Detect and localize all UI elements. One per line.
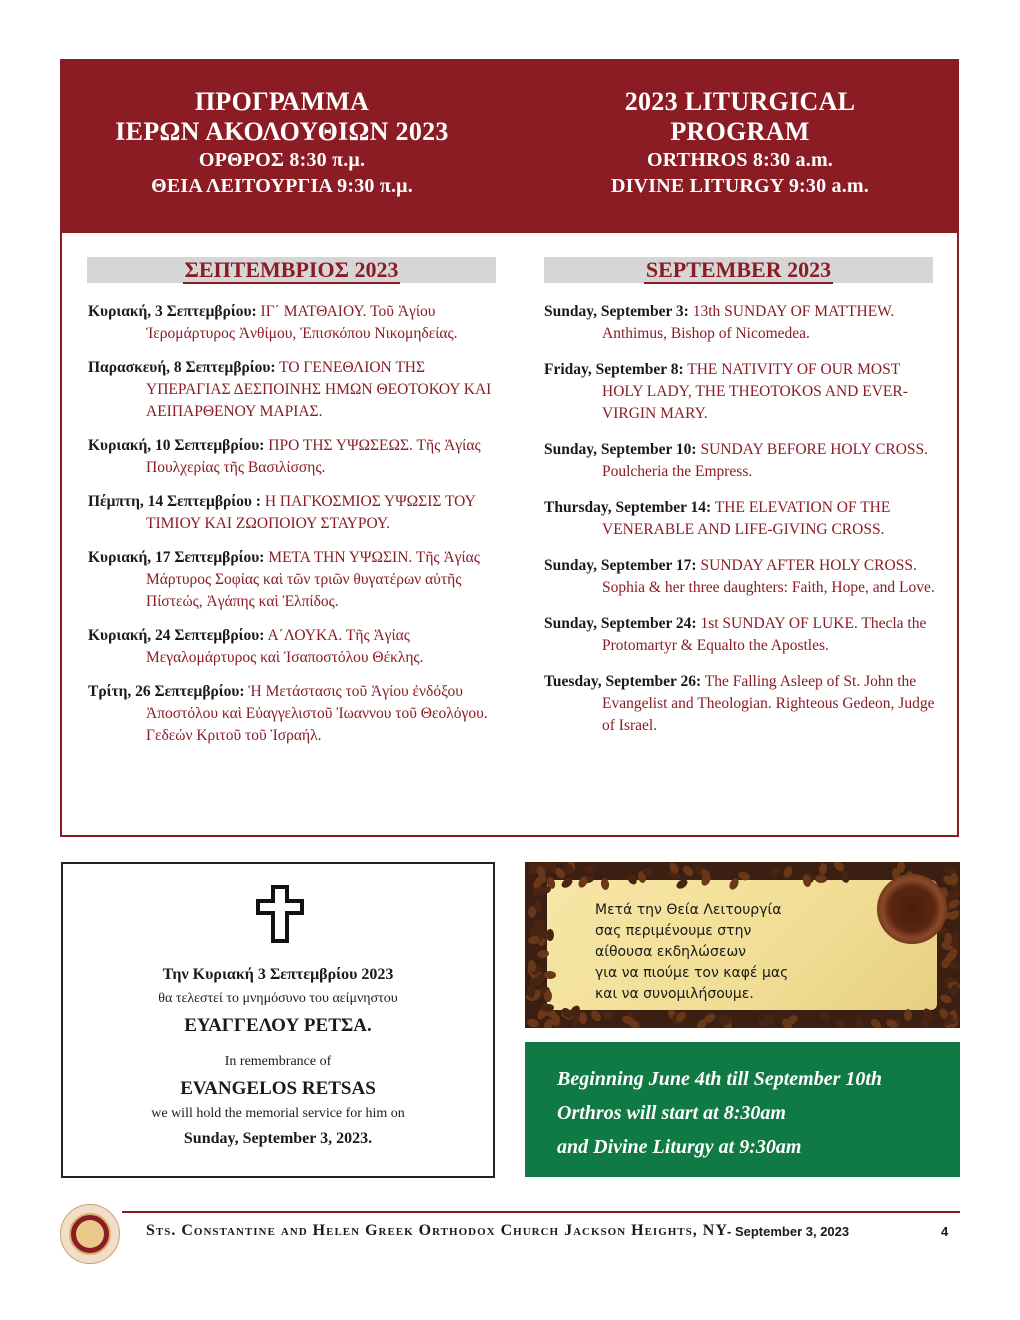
coffee-bean-icon <box>869 1017 883 1028</box>
footer-church-name: Sts. Constantine and Helen Greek Orthodox Church Jackson Heights, NY <box>146 1222 728 1239</box>
entry-description: SUNDAY BEFORE HOLY CROSS. Poulcheria the Empress. <box>602 441 929 480</box>
greek-schedule-entry <box>88 301 500 345</box>
memorial-en-name: EVANGELOS RETSAS <box>180 1078 376 1099</box>
entry-day: Κυριακή, 24 Σεπτεμβρίου: <box>88 627 265 644</box>
church-logo <box>60 1204 120 1264</box>
entry-description: ΠΡΟ ΤΗΣ ΥΨΩΣΕΩΣ. Τῆς Ἁγίας Πουλχερίας τῆς Βασιλίσσης. <box>146 437 481 476</box>
entry-description: ΜΕΤΑ ΤΗΝ ΥΨΩΣΙΝ. Τῆς Ἁγίας Μάρτυρος Σοφίας καὶ τῶν τριῶν θυγατέρων αὐτῆς Πίστεώς, Ἀγάπης καὶ Ἐλπίδος. <box>146 549 480 610</box>
memorial-en-intro: In remembrance of <box>224 1054 332 1069</box>
liturgical-program-box <box>60 59 959 837</box>
coffee-bean-icon <box>528 906 536 918</box>
coffee-bean-icon <box>948 890 960 898</box>
entry-day: Πέμπτη, 14 Σεπτεμβρίου : <box>88 493 261 510</box>
coffee-bean-icon <box>818 862 828 875</box>
greek-schedule-entry <box>88 681 500 747</box>
coffee-cup-icon <box>877 874 947 944</box>
english-schedule-entry <box>544 301 936 345</box>
entry-day: Tuesday, September 26: <box>544 673 702 690</box>
coffee-text-line: Μετά την Θεία Λειτουργία <box>595 902 782 918</box>
footer-date: - September 3, 2023 <box>727 1224 850 1239</box>
entry-day: Τρίτη, 26 Σεπτεμβρίου: <box>88 683 245 700</box>
coffee-bean-icon <box>782 865 794 879</box>
coffee-bean-icon <box>584 865 596 873</box>
coffee-hour-text <box>595 900 855 1005</box>
entry-description: The Falling Asleep of St. John the Evangelist and Theologian. Righteous Gedeon, Judge of Israel. <box>602 673 935 734</box>
coffee-text-line: αίθουσα εκδηλώσεων <box>595 944 746 960</box>
coffee-bean-icon <box>854 1017 864 1028</box>
english-schedule-entry <box>544 671 936 737</box>
coffee-bean-icon <box>601 1010 614 1020</box>
english-liturgy-time: DIVINE LITURGY 9:30 a.m. <box>611 175 869 197</box>
coffee-bean-icon <box>903 1009 911 1021</box>
coffee-hour-notice <box>525 862 960 1028</box>
greek-schedule-entry <box>88 491 500 535</box>
memorial-notice <box>61 862 495 1178</box>
summer-notice-line1: Beginning June 4th till September 10th <box>557 1068 883 1090</box>
entry-description: ΤΟ ΓΕΝΕΘΛΙΟΝ ΤΗΣ ΥΠΕΡΑΓΙΑΣ ΔΕΣΠΟΙΝΗΣ ΗΜΩΝ ΘΕΟΤΟΚΟΥ ΚΑΙ ΑΕΙΠΑΡΘΕΝΟΥ ΜΑΡΙΑΣ. <box>146 359 492 420</box>
program-header <box>62 61 957 233</box>
entry-description: Η ΠΑΓΚΟΣΜΙΟΣ ΥΨΩΣΙΣ ΤΟΥ ΤΙΜΙΟΥ ΚΑΙ ΖΩΟΠΟΙΟΥ ΣΤΑΥΡΟΥ. <box>146 493 476 532</box>
entry-day: Sunday, September 17: <box>544 557 697 574</box>
english-title-line2: PROGRAM <box>670 117 810 146</box>
footer-divider <box>122 1211 960 1213</box>
english-orthros-time: ORTHROS 8:30 a.m. <box>646 149 834 171</box>
entry-day: Friday, September 8: <box>544 361 684 378</box>
greek-orthros-time: ΟΡΘΡΟΣ 8:30 π.μ. <box>198 149 366 171</box>
coffee-text-line: για να πιούμε τον καφέ μας <box>595 965 789 981</box>
english-schedule-entry <box>544 497 936 541</box>
cross-icon <box>254 884 306 944</box>
saints-icon <box>76 1220 104 1248</box>
entry-day: Thursday, September 14: <box>544 499 712 516</box>
entry-day: Κυριακή, 3 Σεπτεμβρίου: <box>88 303 257 320</box>
memorial-greek-line: θα τελεστεί το μνημόσυνο του αείμνηστου <box>158 991 398 1006</box>
memorial-greek-name: ΕΥΑΓΓΕΛΟΥ ΡΕΤΣΑ. <box>184 1015 372 1036</box>
greek-schedule-entry <box>88 357 500 423</box>
greek-title-line1: ΠΡΟΓΡΑΜΜΑ <box>194 87 370 116</box>
entry-description: Α΄ΛΟΥΚΑ. Τῆς Ἁγίας Μεγαλομάρτυρος καὶ Ἰσαποστόλου Θέκλης. <box>146 627 424 666</box>
greek-schedule-entry <box>88 625 500 669</box>
english-header <box>520 87 960 199</box>
greek-title-line2: ΙΕΡΩΝ ΑΚΟΛΟΥΘΙΩΝ 2023 <box>115 117 449 146</box>
memorial-en-line: we will hold the memorial service for him on <box>151 1106 405 1121</box>
greek-liturgy-time: ΘΕΙΑ ΛΕΙΤΟΥΡΓΙΑ 9:30 π.μ. <box>151 175 413 197</box>
english-schedule-entry <box>544 555 936 599</box>
summer-notice-line2: Orthros will start at 8:30am <box>557 1102 786 1124</box>
entry-description: 13th SUNDAY OF MATTHEW. Anthimus, Bishop of Nicomedea. <box>602 303 895 342</box>
coffee-bean-icon <box>814 874 826 883</box>
entry-description: SUNDAY AFTER HOLY CROSS. Sophia & her three daughters: Faith, Hope, and Love. <box>602 557 935 596</box>
entry-description: THE ELEVATION OF THE VENERABLE AND LIFE-GIVING CROSS. <box>602 499 891 538</box>
coffee-bean-icon <box>950 873 958 885</box>
summer-schedule-notice <box>525 1042 960 1177</box>
english-schedule-entry <box>544 613 936 657</box>
entry-description: 1st SUNDAY OF LUKE. Thecla the Protomartyr & Equalto the Apostles. <box>602 615 927 654</box>
entry-day: Κυριακή, 17 Σεπτεμβρίου: <box>88 549 265 566</box>
coffee-text-line: σας περιμένουμε στην <box>595 923 752 939</box>
entry-day: Sunday, September 10: <box>544 441 697 458</box>
english-schedule-entry <box>544 439 936 483</box>
memorial-en-date: Sunday, September 3, 2023. <box>183 1130 373 1147</box>
memorial-greek-date: Την Κυριακή 3 Σεπτεμβρίου 2023 <box>162 966 394 983</box>
greek-schedule-entry <box>88 435 500 479</box>
coffee-bean-icon <box>589 1009 603 1023</box>
entry-description: Ἡ Μετάστασις τοῦ Ἁγίου ἐνδόξου Ἀποστόλου καὶ Εὐαγγελιστοῦ Ἰωαννου τοῦ Θεολόγου. Γεδεών Κριτοῦ τοῦ Ἰσραήλ. <box>146 683 488 744</box>
summer-notice-line3: and Divine Liturgy at 9:30am <box>557 1136 802 1158</box>
coffee-bean-icon <box>531 887 545 898</box>
entry-description: THE NATIVITY OF OUR MOST HOLY LADY, THE THEOTOKOS AND EVER-VIRGIN MARY. <box>602 361 908 422</box>
english-month-heading: SEPTEMBER 2023 <box>544 257 933 283</box>
greek-schedule-list <box>88 301 500 759</box>
entry-day: Κυριακή, 10 Σεπτεμβρίου: <box>88 437 265 454</box>
coffee-bean-icon <box>544 990 552 1002</box>
church-logo-emblem <box>69 1213 111 1255</box>
entry-description: ΙΓ΄ ΜΑΤΘΑΙΟΥ. Τοῦ Ἁγίου Ἱερομάρτυρος Ἀνθίμου, Ἐπισκόπου Νικομηδείας. <box>146 303 458 342</box>
entry-day: Sunday, September 3: <box>544 303 689 320</box>
coffee-text-line: και να συνομιλήσουμε. <box>595 986 754 1002</box>
english-title-line1: 2023 LITURGICAL <box>624 87 856 116</box>
coffee-bean-icon <box>835 1017 847 1028</box>
coffee-bean-icon <box>544 971 556 979</box>
coffee-bean-icon <box>578 1011 587 1024</box>
english-schedule-list <box>544 301 936 751</box>
greek-schedule-entry <box>88 547 500 613</box>
coffee-bean-icon <box>768 865 782 878</box>
greek-month-heading: ΣΕΠΤΕΜΒΡΙΟΣ 2023 <box>87 257 496 283</box>
coffee-bean-icon <box>784 1013 798 1026</box>
english-schedule-entry <box>544 359 936 425</box>
entry-day: Sunday, September 24: <box>544 615 697 632</box>
greek-header <box>62 87 502 199</box>
coffee-bean-icon <box>681 863 695 877</box>
coffee-bean-icon <box>818 1010 832 1024</box>
entry-day: Παρασκευή, 8 Σεπτεμβρίου: <box>88 359 276 376</box>
page-number: 4 <box>941 1224 949 1239</box>
